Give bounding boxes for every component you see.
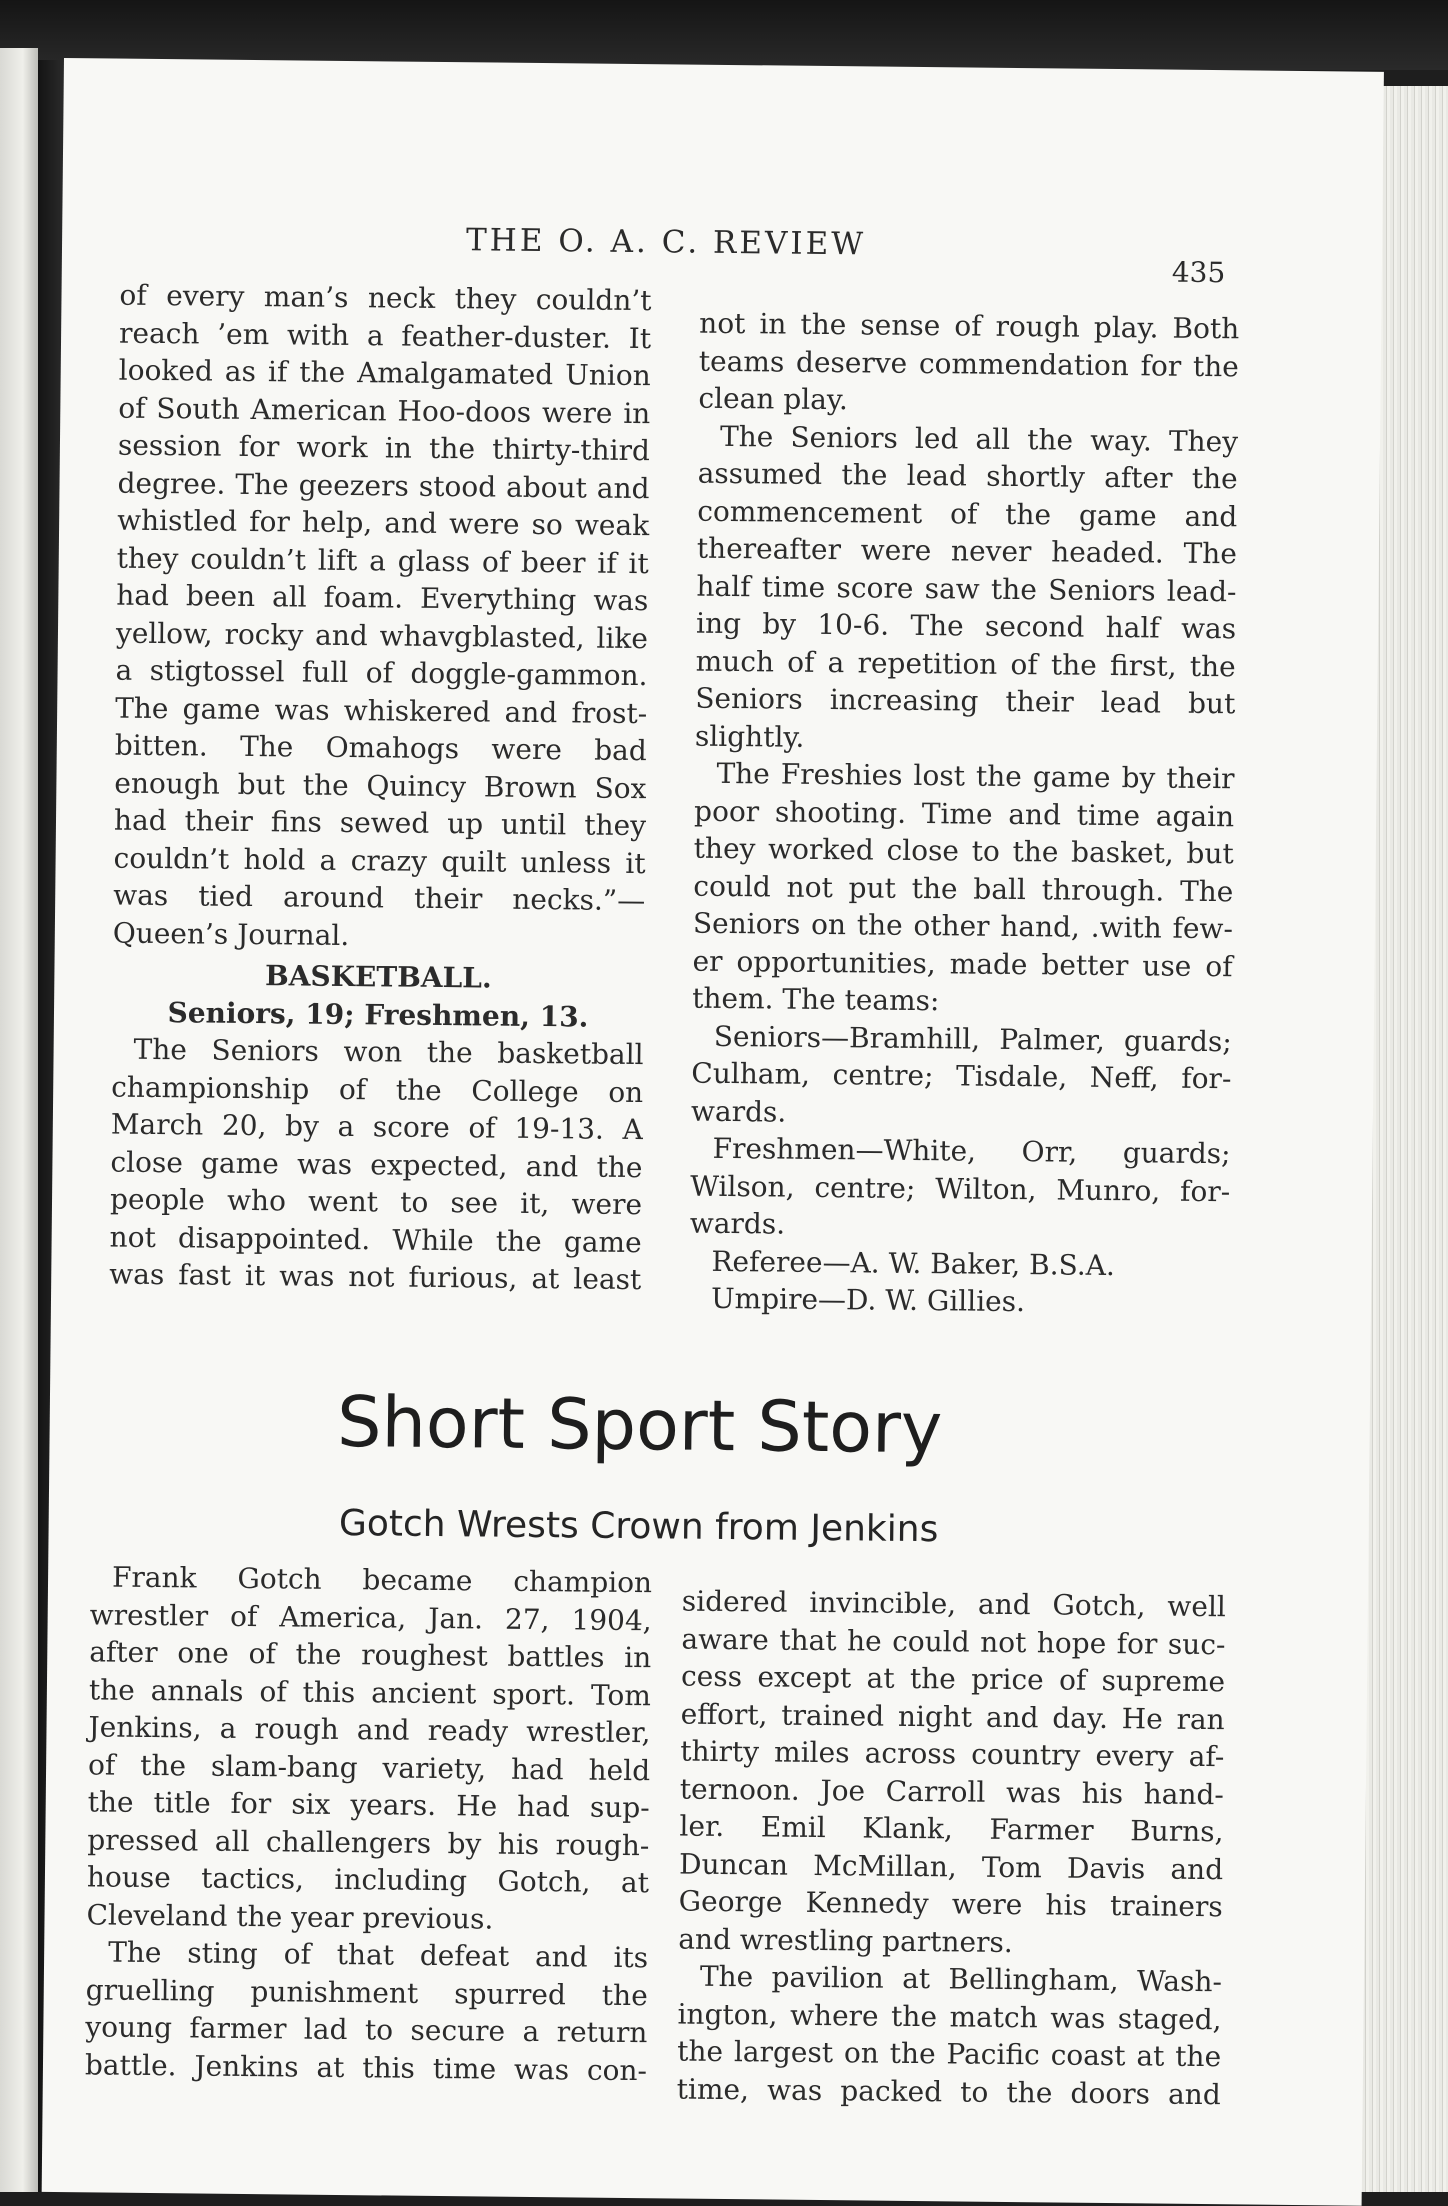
text-line: enough but the Quincy Brown Sox <box>114 766 647 805</box>
text-line: effort, trained night and day. He ran <box>680 1697 1225 1736</box>
text-line: pressed all challengers by his rough- <box>87 1822 650 1862</box>
text-line: not in the sense of rough play. Both <box>699 306 1240 346</box>
text-line: ternoon. Joe Carroll was his hand- <box>679 1772 1225 1811</box>
text-line: Freshmen—White, Orr, guards; <box>712 1131 1231 1171</box>
text-line: The sting of that defeat and its <box>107 1935 649 1975</box>
text-line: The Seniors led all the way. They <box>719 419 1239 458</box>
paragraph-freshmen-team <box>690 1130 1231 1248</box>
text-line: aware that he could not hope for suc- <box>681 1622 1226 1661</box>
text-line: them. The teams: <box>692 981 940 1018</box>
text-line: Seniors on the other hand, .with few- <box>692 906 1234 946</box>
text-line: young farmer lad to secure a return <box>85 2010 648 2050</box>
story-paragraph-gotch <box>86 1558 652 1939</box>
left-column <box>109 277 652 1299</box>
paragraph-seniors-team <box>691 1017 1232 1135</box>
text-line: Jenkins, a rough and ready wrestler, <box>88 1710 651 1750</box>
referee-line: Referee—A. W. Baker, B.S.A. <box>711 1244 1116 1282</box>
right-column <box>689 305 1240 1323</box>
text-line: was tied around their necks.”— <box>113 878 646 918</box>
quote-continuation <box>113 277 652 958</box>
text-line: ing by 10-6. The second half was <box>695 606 1237 646</box>
text-line: and wrestling partners. <box>678 1922 1013 1959</box>
text-line: half time score saw the Seniors lead- <box>696 569 1237 608</box>
text-line: degree. The geezers stood about and <box>117 466 650 505</box>
text-line: had been all foam. Everything was <box>116 578 649 618</box>
text-line: was fast it was not furious, at least <box>109 1257 642 1297</box>
text-line: Cleveland the year previous. <box>86 1897 494 1936</box>
text-line: thereafter were never headed. The <box>696 531 1238 571</box>
text-line: The pavilion at Bellingham, Wash- <box>699 1959 1223 1999</box>
text-line: wards. <box>689 1206 786 1241</box>
text-line: people who went to see it, were <box>109 1182 643 1222</box>
text-line: teams deserve commendation for the <box>698 344 1240 383</box>
text-line: couldn’t hold a crazy quilt unless it <box>113 841 646 880</box>
text-line: house tactics, including Gotch, at <box>86 1860 650 1900</box>
text-line: commencement of the game and <box>697 494 1238 533</box>
story-left-column <box>85 1558 652 2089</box>
text-line: Seniors increasing their lead but <box>695 681 1236 721</box>
text-line: George Kennedy were his trainers <box>678 1884 1223 1924</box>
text-line: had their fins sewed up until they <box>113 803 647 843</box>
text-line: March 20, by a score of 19-13. A <box>110 1107 643 1147</box>
paragraph-seniors-led <box>695 417 1239 760</box>
book-page <box>42 58 1384 2206</box>
text-line: wards. <box>690 1094 787 1129</box>
text-line: The Seniors won the basketball <box>133 1032 644 1072</box>
running-title: THE O. A. C. REVIEW <box>465 222 867 263</box>
text-line: looked as if the Amalgamated Union <box>118 353 651 393</box>
text-line: reach ’em with a feather-duster. It <box>118 316 652 355</box>
story-title: Short Sport Story <box>336 1380 943 1470</box>
text-line: Wilson, centre; Wilton, Munro, for- <box>690 1169 1231 1208</box>
text-line: Frank Gotch became champion <box>111 1560 653 1600</box>
text-line: yellow, rocky and whavgblasted, like <box>115 616 649 655</box>
text-line: Seniors—Bramhill, Palmer, guards; <box>713 1019 1232 1058</box>
text-line: Queen’s Journal. <box>112 916 350 952</box>
text-line: much of a repetition of the first, the <box>695 644 1236 683</box>
text-line: after one of the roughest battles in <box>89 1635 652 1675</box>
story-subtitle: Gotch Wrests Crown from Jenkins <box>338 1502 939 1551</box>
text-line: clean play. <box>698 381 849 417</box>
text-line: battle. Jenkins at this time was con- <box>84 2047 648 2087</box>
text-line: thirty miles across country every af- <box>680 1734 1225 1774</box>
text-line: wrestler of America, Jan. 27, 1904, <box>89 1597 652 1637</box>
text-line: the annals of this ancient sport. Tom <box>88 1672 652 1712</box>
text-line: ington, where the match was staged, <box>677 1997 1222 2036</box>
text-line: they worked close to the basket, but <box>693 831 1234 871</box>
text-line: the largest on the Pacific coast at the <box>676 2034 1222 2074</box>
text-line: of every man’s neck they couldn’t <box>119 278 652 318</box>
text-line: Duncan McMillan, Tom Davis and <box>678 1847 1224 1886</box>
basketball-paragraph <box>109 1031 644 1299</box>
paragraph-freshies <box>692 755 1235 1023</box>
text-line: they couldn’t lift a glass of beer if it <box>116 541 649 580</box>
score-subheading: Seniors, 19; Freshmen, 13. <box>167 995 589 1034</box>
text-line: sidered invincible, and Gotch, well <box>681 1584 1227 1624</box>
text-line: cess except at the price of supreme <box>680 1659 1226 1699</box>
text-line: the title for six years. He had sup- <box>87 1785 650 1825</box>
text-line: The Freshies lost the game by their <box>716 756 1235 796</box>
umpire-line: Umpire—D. W. Gillies. <box>710 1281 1026 1319</box>
text-line: gruelling punishment spurred the <box>85 1972 648 2012</box>
text-line: of South American Hoo-doos were in <box>118 391 651 430</box>
section-heading-basketball: BASKETBALL. <box>264 959 492 995</box>
facing-page-edge <box>0 48 38 2192</box>
story-paragraph-trained <box>678 1583 1226 1964</box>
text-line: whistled for help, and were so weak <box>116 503 650 543</box>
text-line: time, was packed to the doors and <box>676 2072 1221 2111</box>
text-line: poor shooting. Time and time again <box>693 794 1235 833</box>
story-paragraph-pavilion <box>677 1958 1223 2114</box>
text-line: not disappointed. While the game <box>109 1220 642 1259</box>
text-line: session for work in the thirty-third <box>117 428 651 468</box>
text-line: close game was expected, and the <box>110 1145 643 1184</box>
text-line: bitten. The Omahogs were bad <box>114 728 647 768</box>
text-line: a stigtossel full of doggle-gammon. <box>115 653 648 693</box>
text-line: championship of the College on <box>111 1070 644 1109</box>
text-line: The game was whiskered and frost- <box>115 691 648 730</box>
text-line: er opportunities, made better use of <box>692 944 1233 983</box>
paragraph-rough-play <box>698 305 1239 423</box>
text-line: of the slam-bang variety, had held <box>87 1747 651 1787</box>
text-line: slightly. <box>694 719 805 754</box>
text-line: ler. Emil Klank, Farmer Burns, <box>679 1809 1224 1849</box>
story-paragraph-sting <box>85 1933 649 2089</box>
text-line: could not put the ball through. The <box>693 869 1234 908</box>
text-line: assumed the lead shortly after the <box>697 456 1238 496</box>
page-number: 435 <box>1171 255 1226 290</box>
story-right-column <box>677 1583 1226 2114</box>
text-line: Culham, centre; Tisdale, Neff, for- <box>691 1056 1232 1096</box>
